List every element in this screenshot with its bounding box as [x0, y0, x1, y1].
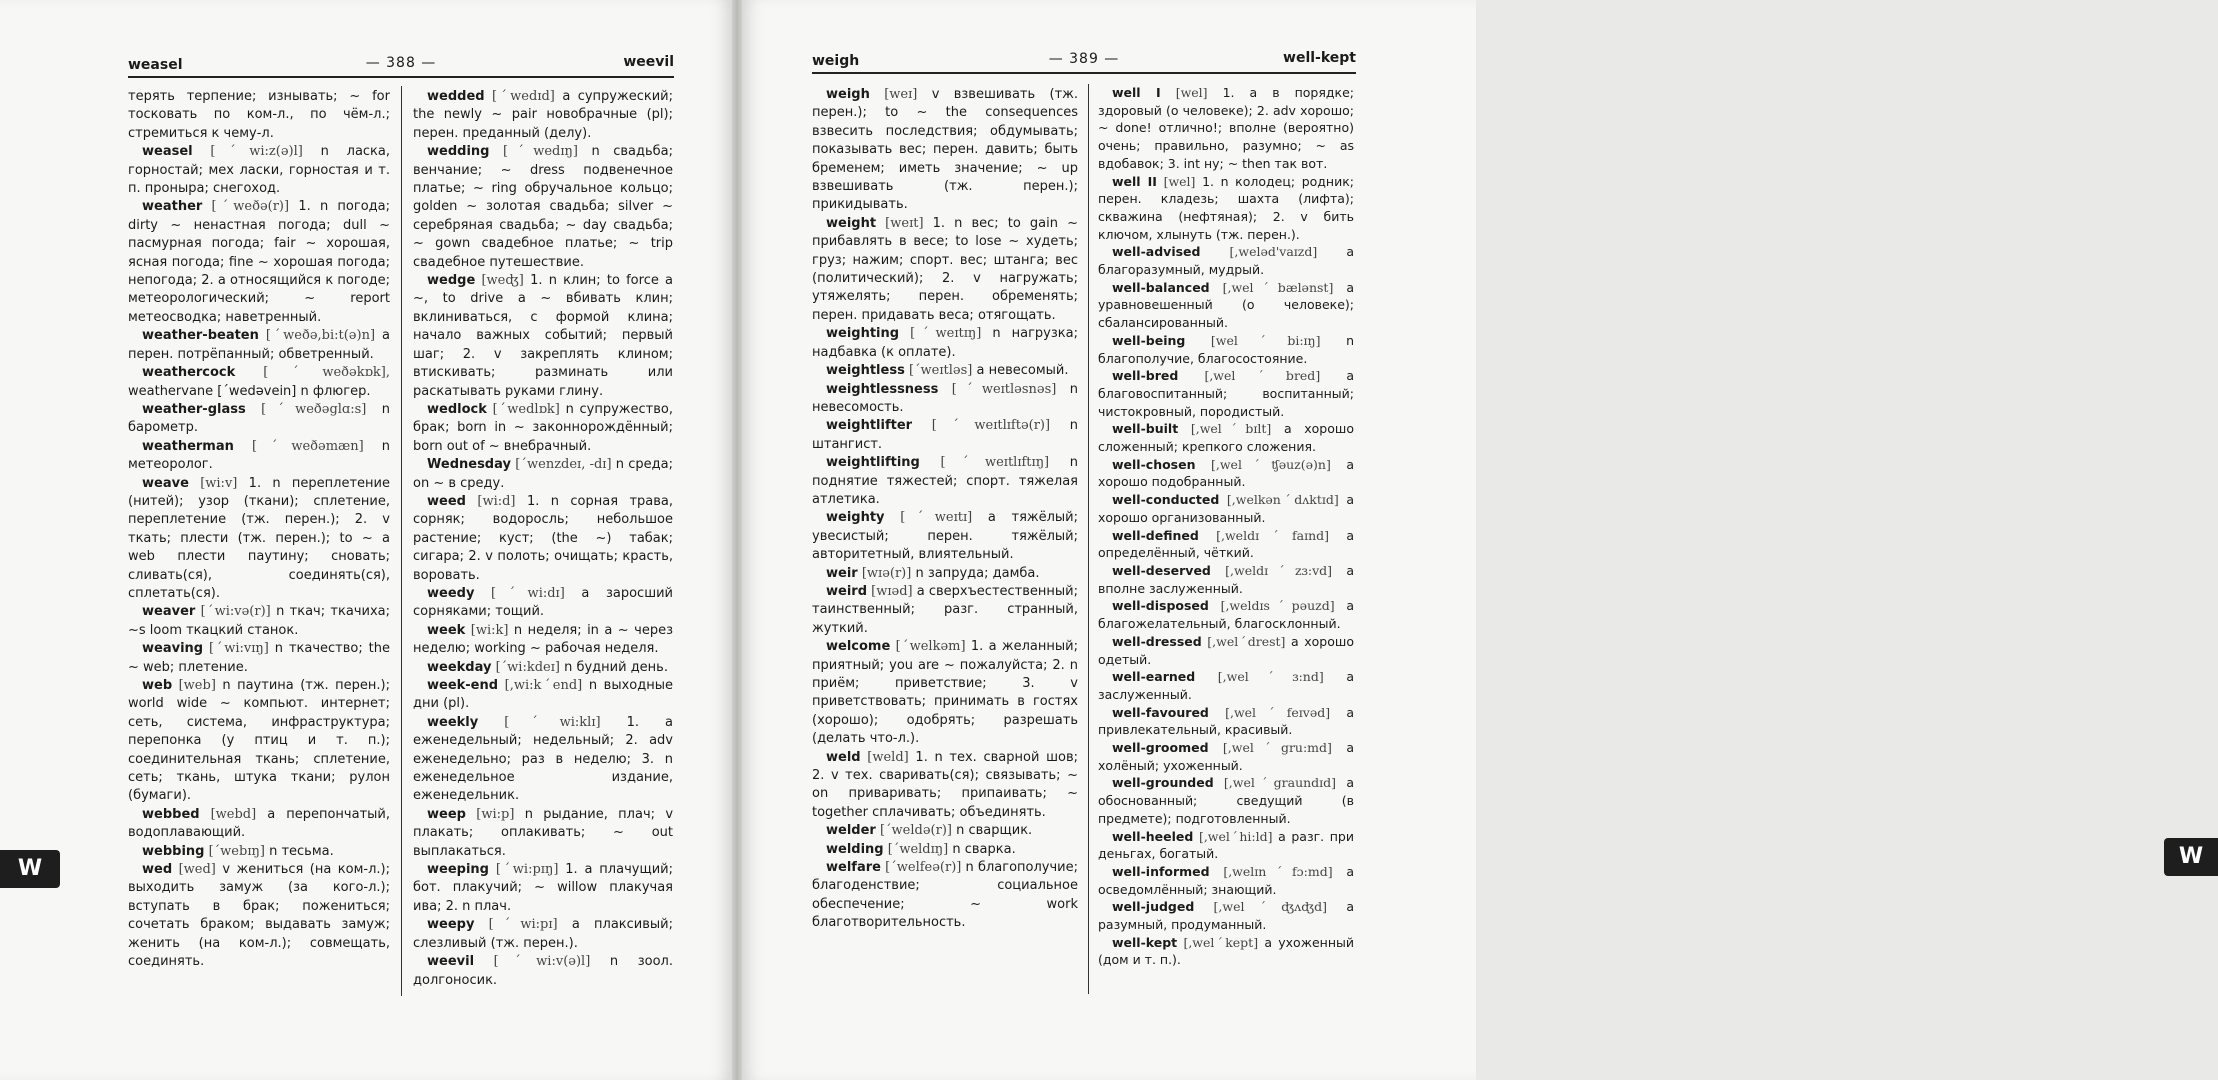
- entry-headword: weave: [142, 475, 189, 491]
- entry-definition: a хорошо подобранный.: [1098, 456, 1354, 490]
- entry-transcription: [ˊweɪtɪŋ]: [910, 326, 982, 342]
- dictionary-entry: [812, 841, 1078, 859]
- entry-transcription: [wel]: [1175, 85, 1208, 100]
- entry-definition: n барометр.: [128, 401, 391, 436]
- entry-headword: weekly: [427, 714, 479, 730]
- entry-transcription: [ˊwi:vɪŋ]: [209, 641, 269, 657]
- dictionary-entry: [812, 381, 1078, 418]
- entry-definition: n ткачество; the ~ web; плетение.: [128, 641, 390, 675]
- entry-headword: weed: [427, 493, 466, 509]
- dictionary-entry: [128, 861, 390, 971]
- entry-definition: 1. n переплетение (нитей); узор (ткани); сплетение, переплетение (тж. перен.); 2. v ткать; плести (тж. перен.); to ~ a web плести паутину; сновать; сливать(ся), соединять(ся), сплетать(ся).: [128, 475, 390, 601]
- entry-transcription: [,weləd'vaɪzd]: [1229, 244, 1318, 260]
- entry-headword: welder: [826, 823, 876, 839]
- entry-headword: well-conducted: [1112, 492, 1220, 508]
- dictionary-entry: [413, 272, 673, 401]
- entry-transcription: [ˊwi:pɪ]: [488, 917, 558, 933]
- entry-headword: wed: [142, 862, 173, 878]
- dictionary-entry: [413, 401, 673, 456]
- entry-transcription: [,weldɪsˊpəuzd]: [1220, 598, 1335, 614]
- entry-transcription: [ˊweɪtlɪftɪŋ]: [940, 455, 1050, 471]
- entry-headword: web: [142, 678, 173, 693]
- dictionary-entry: [413, 916, 673, 953]
- book-spine: [732, 0, 742, 1080]
- column-divider: [1088, 84, 1089, 994]
- entry-definition: a определённый, чёткий.: [1098, 527, 1354, 561]
- entry-headword: weightless: [826, 363, 905, 379]
- entry-headword: wedding: [427, 144, 490, 160]
- entry-headword: weathercock: [142, 365, 236, 381]
- entry-transcription: [ˊwebɪŋ]: [208, 843, 265, 859]
- entry-transcription: [weɪt]: [885, 215, 924, 231]
- dictionary-entry: [1098, 527, 1354, 562]
- column-divider: [401, 86, 402, 996]
- entry-definition: a благовоспитанный; воспитанный; чистокровный, породистый.: [1098, 368, 1354, 419]
- entry-headword: week: [427, 622, 466, 638]
- entry-headword: well-chosen: [1112, 456, 1196, 472]
- entry-headword: well-heeled: [1112, 828, 1194, 844]
- dictionary-entry: [812, 859, 1078, 933]
- dictionary-entry: [128, 198, 390, 327]
- entry-definition: a заслуженный.: [1098, 669, 1354, 702]
- entry-definition: 1. n тех. сварной шов; 2. v тех. сваривать(ся); связывать; ~ on приваривать; припаивать; ~ together сплачивать; объединять.: [812, 749, 1078, 820]
- entry-headword: well-disposed: [1112, 598, 1209, 614]
- entry-headword: weird: [826, 583, 867, 599]
- entry-definition: n ласка, горностай; мех ласки, горностая и т. п. проныра; снегоход.: [128, 144, 391, 197]
- entry-definition: 1. a в порядке; здоровый (о человеке); 2. adv хорошо; ~ done! отлично!; вполне (вероятно) очень; правильно, разумно; ~ as вдобавок; 3. int ну; ~ then так вот.: [1098, 85, 1354, 171]
- dictionary-entry: [413, 143, 673, 272]
- entry-definition: v жениться (на ком-л.); выходить замуж (за кого-л.); вступать в брак; пожениться; сочетать браком; выдавать замуж; женить (на ком-л.); совмещать, соединять.: [128, 862, 390, 970]
- entry-transcription: [wɪə(r)]: [861, 565, 912, 581]
- dictionary-entry: [413, 493, 673, 585]
- dictionary-entry: [413, 806, 673, 861]
- entry-headword: welcome: [826, 639, 891, 655]
- entry-definition: a тяжёлый; увесистый; перен. тяжёлый; авторитетный, влиятельный.: [812, 510, 1079, 563]
- entry-transcription: [ˊweðəglɑ:s]: [261, 401, 367, 417]
- entry-definition: n свадьба; венчание; ~ dress подвенечное платье; ~ ring обручальное кольцо; golden ~ золотая свадьба; silver ~ серебряная свадьба; ~ day свадьба; ~ gown свадебное платье; ~ trip свадебное путешествие.: [413, 144, 673, 270]
- entry-headword: weaver: [142, 604, 196, 620]
- dictionary-entry: [1098, 84, 1354, 173]
- entry-definition: n благополучие; благоденствие; социальное обеспечение; ~ work благотворительность.: [812, 860, 1078, 931]
- entry-headword: well-dressed: [1112, 633, 1202, 649]
- dictionary-entry: [413, 714, 673, 806]
- entry-headword: well-informed: [1112, 863, 1210, 879]
- dictionary-entry: [1098, 633, 1354, 668]
- entry-definition: n среда; on ~ в среду.: [413, 457, 674, 491]
- entry-headword: weepy: [427, 917, 475, 933]
- entry-transcription: [ˊweldə(r)]: [879, 823, 952, 839]
- dictionary-entry: [812, 749, 1078, 823]
- entry-definition: a супружеский; the newly ~ pair новобрачные (pl); перен. преданный (делу).: [413, 89, 673, 141]
- left-column-1: [128, 88, 390, 972]
- dictionary-entry: [413, 456, 673, 493]
- entry-transcription: [wed]: [178, 862, 216, 878]
- entry-transcription: [,weldɪˊfaɪnd]: [1216, 527, 1329, 543]
- right-column-1: [812, 86, 1078, 933]
- dictionary-entry: [128, 143, 390, 198]
- entry-headword: weaving: [142, 641, 204, 657]
- entry-definition: a осведомлённый; знающий.: [1098, 863, 1354, 897]
- dictionary-entry: [1098, 491, 1354, 526]
- entry-transcription: [wel]: [1163, 173, 1196, 189]
- entry-transcription: [ˊweðə,bi:t(ə)n]: [265, 328, 376, 344]
- entry-headword: well-defined: [1112, 527, 1199, 543]
- entry-definition: a благоразумный, мудрый.: [1098, 244, 1354, 278]
- dictionary-entry: [413, 677, 673, 714]
- entry-headword: well-balanced: [1112, 279, 1210, 295]
- entry-definition: a невесомый.: [976, 363, 1069, 379]
- entry-transcription: [,welˊkept]: [1183, 934, 1259, 950]
- entry-definition: a благожелательный, благосклонный.: [1098, 598, 1354, 632]
- header-left-word: weasel: [128, 57, 183, 73]
- dictionary-entry: [1098, 456, 1354, 491]
- entry-transcription: [,welˊdrest]: [1207, 633, 1286, 649]
- entry-definition: weathervane [ˊwedəvein] n флюгер.: [128, 383, 371, 399]
- header-right-word: well-kept: [1283, 50, 1356, 66]
- entry-headword: well-advised: [1112, 244, 1201, 260]
- dictionary-entry: [812, 565, 1078, 583]
- entry-headword: webbing: [142, 843, 205, 859]
- entry-headword: weasel: [142, 144, 193, 160]
- entry-definition: a холёный; ухоженный.: [1098, 740, 1354, 773]
- dictionary-entry: [812, 583, 1078, 638]
- entry-definition: n зоол. долгоносик.: [413, 954, 674, 988]
- entry-headword: wedlock: [427, 401, 487, 417]
- dictionary-entry: [128, 327, 390, 364]
- entry-definition: n рыдание, плач; v плакать; оплакивать; ~ out выплакаться.: [413, 806, 674, 859]
- dictionary-entry: [128, 806, 390, 843]
- entry-definition: n тесьма.: [269, 843, 334, 859]
- dictionary-entry: [812, 454, 1078, 509]
- entry-transcription: [wi:v]: [200, 475, 238, 491]
- entry-headword: welfare: [826, 860, 881, 876]
- entry-definition: a вполне заслуженный.: [1098, 562, 1354, 596]
- entry-transcription: [ˊwi:z(ə)l]: [210, 144, 303, 160]
- left-column-2: [413, 88, 673, 990]
- entry-headword: weather-glass: [142, 401, 246, 417]
- dictionary-entry: [128, 677, 390, 806]
- entry-headword: weevil: [427, 954, 475, 970]
- entry-transcription: [wɪəd]: [871, 583, 913, 599]
- dictionary-entry: [1098, 420, 1354, 455]
- entry-transcription: [,welˊfeɪvəd]: [1225, 704, 1331, 720]
- entry-headword: well-judged: [1112, 899, 1195, 915]
- dictionary-entry: [1098, 898, 1354, 933]
- entry-headword: weekday: [427, 659, 492, 675]
- entry-headword: weight: [826, 215, 877, 231]
- entry-transcription: [ˊwedɪd]: [492, 89, 555, 104]
- entry-headword: welding: [826, 841, 884, 857]
- entry-headword: weedy: [427, 585, 475, 601]
- dictionary-entry: [1098, 279, 1354, 332]
- dictionary-entry: [812, 86, 1078, 215]
- entry-transcription: [ˊwi:klɪ]: [504, 714, 601, 730]
- entry-headword: weigh: [826, 87, 870, 102]
- dictionary-entry: [812, 362, 1078, 380]
- entry-transcription: [web]: [178, 678, 216, 693]
- dictionary-entry: [128, 603, 390, 640]
- entry-definition: a хорошо сложенный; крепкого сложения.: [1098, 421, 1354, 455]
- entry-definition: n сварка.: [952, 841, 1016, 857]
- entry-definition: n штангист.: [812, 418, 1078, 452]
- entry-transcription: [,welˊhi:ld]: [1198, 828, 1273, 844]
- right-page: [742, 0, 2204, 1080]
- entry-transcription: [,welˊʧəuz(ə)n]: [1211, 456, 1331, 472]
- entry-headword: well I: [1112, 85, 1161, 100]
- dictionary-entry: [812, 417, 1078, 454]
- entry-transcription: [ˊwi:dɪ]: [491, 585, 565, 601]
- entry-definition: n выходные дни (pl).: [413, 678, 674, 712]
- entry-definition: 1. n колодец; родник; перен. кладезь; шахта (лифта); скважина (нефтяная); 2. v бить ключом, хлынуть (тж. перен.).: [1098, 173, 1354, 242]
- dictionary-entry: [128, 843, 390, 861]
- entry-definition: v взвешивать (тж. перен.); to ~ the consequences взвесить последствия; обдумывать; показывать вес; перен. давить; быть бременем; иметь значение; ~ up взвешивать (тж. перен.); прикидывать.: [812, 87, 1079, 213]
- entry-definition: a перепончатый, водоплавающий.: [128, 806, 390, 841]
- entry-transcription: [,welɪnˊfɔ:md]: [1223, 863, 1333, 879]
- entry-headword: weeping: [427, 862, 489, 878]
- entry-transcription: [,welˊbred]: [1204, 368, 1321, 384]
- dictionary-entry: [128, 401, 390, 438]
- page-number: — 388 —: [365, 55, 437, 71]
- entry-definition: n запруда; дамба.: [915, 565, 1040, 581]
- entry-definition: a разг. при деньгах, богатый.: [1098, 828, 1354, 862]
- entry-transcription: [,welkənˊdʌktɪd]: [1226, 492, 1339, 508]
- entry-definition: n супружество, брак; born in ~ законнорождённый; born out of ~ внебрачный.: [413, 401, 673, 454]
- right-column-2: [1098, 84, 1354, 969]
- entry-definition: n будний день.: [564, 659, 668, 675]
- entry-transcription: [ˊwelkəm]: [895, 639, 966, 655]
- entry-headword: Wednesday: [427, 457, 511, 473]
- entry-transcription: [ˊweldɪŋ]: [887, 841, 949, 857]
- entry-headword: weightlessness: [826, 381, 939, 397]
- dictionary-entry: [812, 638, 1078, 748]
- entry-transcription: [,welˊʤʌʤd]: [1213, 899, 1328, 915]
- entry-definition: 1. a еженедельный; недельный; 2. adv еженедельно; раз в неделю; 3. n еженедельное издание, еженедельник.: [413, 714, 673, 804]
- dictionary-entry: [1098, 243, 1354, 278]
- entry-headword: wedge: [427, 273, 476, 289]
- dictionary-entry: [812, 215, 1078, 325]
- entry-definition: 1. a желанный; приятный; you are ~ пожалуйста; 2. n приём; приветствие; 3. v приветствовать; принимать в гостях (хорошо); одобрять; разрешать (делать что-л.).: [812, 639, 1078, 747]
- entry-transcription: [weld]: [867, 749, 909, 765]
- entry-definition: n благополучие, благосостояние.: [1098, 332, 1354, 366]
- entry-headword: weep: [427, 806, 466, 822]
- entry-definition: 1. n клин; to force a ~, to drive a ~ вбивать клин; вклиниваться, с формой клина; начало важных событий; первый шаг; 2. v закреплять клином; втискивать; разминать или раскатывать руками глину.: [413, 273, 674, 399]
- entry-headword: weatherman: [142, 438, 234, 454]
- dictionary-entry: [128, 475, 390, 604]
- dictionary-entry: [1098, 739, 1354, 774]
- entry-transcription: [,wi:kˊend]: [504, 678, 583, 693]
- entry-definition: терять терпение; изнывать; ~ for тосковать по ком-л., по чём-л.; стремиться к чему-л.: [128, 89, 390, 141]
- entry-definition: n сварщик.: [956, 823, 1033, 839]
- entry-headword: weld: [826, 749, 861, 765]
- entry-transcription: [ˊweðəmæn]: [251, 438, 364, 454]
- entry-headword: well-bred: [1112, 368, 1179, 384]
- entry-transcription: [wi:k]: [470, 622, 509, 638]
- dictionary-entry: [413, 622, 673, 659]
- entry-transcription: [ˊwenzdeɪ, -dɪ]: [515, 457, 612, 473]
- entry-headword: weather: [142, 199, 203, 215]
- entry-headword: well-groomed: [1112, 740, 1209, 756]
- dictionary-entry: [1098, 934, 1354, 969]
- dictionary-entry: [812, 325, 1078, 362]
- dictionary-entry: [1098, 367, 1354, 420]
- entry-transcription: [ˊweɪtləs]: [908, 363, 973, 379]
- entry-headword: webbed: [142, 806, 200, 822]
- dictionary-entry: [413, 88, 673, 143]
- entry-headword: well-kept: [1112, 934, 1178, 950]
- entry-transcription: [ˊwi:kdeɪ]: [495, 659, 560, 675]
- entry-transcription: [,welˊbælənst]: [1222, 279, 1334, 295]
- entry-definition: n метеоролог.: [128, 438, 390, 473]
- left-page-header: [128, 50, 674, 78]
- entry-transcription: [,welˊɜ:nd]: [1217, 669, 1324, 685]
- entry-definition: n неделя; in a ~ через неделю; working ~ рабочая неделя.: [413, 622, 673, 657]
- entry-definition: a хорошо одетый.: [1098, 633, 1354, 667]
- entry-transcription: [wi:d]: [477, 493, 516, 509]
- header-left-word: weigh: [812, 53, 860, 69]
- dictionary-entry: [1098, 597, 1354, 632]
- entry-headword: well-favoured: [1112, 704, 1209, 720]
- entry-transcription: [ˊweðə(r)]: [211, 199, 290, 215]
- entry-headword: weightlifter: [826, 418, 913, 434]
- dictionary-entry: [128, 364, 390, 401]
- entry-headword: well-being: [1112, 332, 1186, 348]
- thumb-tab-letter: W: [2164, 838, 2218, 876]
- entry-definition: a обоснованный; сведущий (в предмете); подготовленный.: [1098, 775, 1354, 826]
- entry-transcription: [ˊwi:və(r)]: [200, 604, 271, 620]
- entry-headword: weighty: [826, 510, 885, 526]
- entry-definition: a привлекательный, красивый.: [1098, 704, 1354, 738]
- entry-transcription: [wi:p]: [476, 806, 515, 822]
- dictionary-entry: [1098, 863, 1354, 898]
- dictionary-entry: [1098, 704, 1354, 739]
- entry-transcription: [webd]: [210, 806, 257, 822]
- entry-headword: well-grounded: [1112, 775, 1214, 791]
- entry-transcription: [ˊweɪtɪ]: [900, 510, 973, 526]
- entry-definition: 1. n погода; dirty ~ ненастная погода; dull ~ пасмурная погода; fair ~ хорошая, ясная погода; fine ~ хорошая погода; непогода; 2. a относящийся к погоде; метеорологический; ~ report метеосводка; наветренный.: [128, 199, 390, 325]
- entry-transcription: [,weldɪˊzɜ:vd]: [1225, 562, 1333, 578]
- entry-headword: weightlifting: [826, 455, 920, 471]
- entry-definition: 1. n вес; to gain ~ прибавлять в весе; to lose ~ худеть; груз; нажим; спорт. вес; штанга; вес (политический); 2. v нагружать; утяжелять; перен. обременять; перен. придавать веса; отягощать.: [812, 215, 1078, 323]
- entry-headword: well-built: [1112, 421, 1179, 437]
- entry-definition: a хорошо организованный.: [1098, 492, 1354, 525]
- entry-headword: well-earned: [1112, 669, 1196, 685]
- entry-definition: 1. a плачущий; бот. плакучий; ~ willow плакучая ива; 2. n плач.: [413, 862, 673, 914]
- entry-definition: a разумный, продуманный.: [1098, 899, 1354, 933]
- entry-transcription: [ˊwi:pɪŋ]: [495, 862, 559, 878]
- dictionary-entry: [128, 438, 390, 475]
- entry-headword: wedded: [427, 89, 485, 104]
- page-number: — 389 —: [1048, 51, 1120, 67]
- entry-definition: 1. n сорная трава, сорняк; водоросль; небольшое растение; куст; (the ~) табак; сигара; 2. v полоть; очищать; красть, воровать.: [413, 493, 674, 583]
- entry-definition: a перен. потрёпанный; обветренный.: [128, 328, 390, 362]
- entry-headword: weather-beaten: [142, 328, 259, 344]
- entry-definition: a уравновешенный (о человеке); сбалансированный.: [1098, 279, 1354, 331]
- entry-definition: n поднятие тяжестей; спорт. тяжелая атлетика.: [812, 455, 1078, 507]
- entry-headword: weighting: [826, 326, 900, 342]
- entry-headword: well-deserved: [1112, 562, 1211, 578]
- dictionary-entry: [1098, 774, 1354, 827]
- entry-definition: a плаксивый; слезливый (тж. перен.).: [413, 917, 673, 951]
- entry-headword: weir: [826, 565, 858, 581]
- header-right-word: weevil: [623, 54, 674, 70]
- dictionary-entry: [812, 509, 1078, 564]
- entry-transcription: [weʤ]: [481, 273, 524, 289]
- dictionary-entry: [413, 861, 673, 916]
- entry-transcription: [,welˊgru:md]: [1222, 740, 1332, 756]
- entry-transcription: [,welˊgraundɪd]: [1223, 775, 1337, 791]
- entry-headword: week-end: [427, 678, 499, 693]
- entry-headword: well II: [1112, 173, 1157, 189]
- left-page: [0, 0, 732, 1080]
- entry-transcription: [ˊwelfeə(r)]: [885, 860, 962, 876]
- entry-transcription: [ˊwedlɒk]: [492, 401, 560, 417]
- entry-definition: n нагрузка; надбавка (к оплате).: [812, 326, 1078, 360]
- dictionary-entry: [413, 659, 673, 677]
- dictionary-entry: [128, 640, 390, 677]
- dictionary-entry: [1098, 332, 1354, 367]
- entry-transcription: [ˊweɪtlɪftə(r)]: [931, 418, 1051, 434]
- dictionary-entry: [413, 585, 673, 622]
- entry-definition: a ухоженный (дом и т. п.).: [1098, 934, 1354, 968]
- entry-definition: a заросший сорняками; тощий.: [413, 585, 673, 620]
- entry-definition: n невесомость.: [812, 381, 1078, 415]
- thumb-tab-letter: W: [0, 850, 60, 888]
- dictionary-entry: [1098, 668, 1354, 703]
- dictionary-entry: [413, 953, 673, 990]
- right-page-header: [812, 46, 1356, 74]
- dictionary-entry: [128, 88, 390, 143]
- entry-transcription: [weɪ]: [884, 87, 918, 102]
- entry-transcription: [ˊwedɪŋ]: [502, 144, 578, 160]
- entry-transcription: [ˊwi:v(ə)l]: [493, 954, 591, 970]
- entry-transcription: [ˊweɪtləsnəs]: [951, 381, 1057, 397]
- dictionary-entry: [1098, 173, 1354, 244]
- entry-transcription: [,welˊbɪlt]: [1190, 421, 1272, 437]
- entry-transcription: [welˊbi:ɪŋ]: [1210, 332, 1321, 348]
- dictionary-entry: [1098, 828, 1354, 863]
- dictionary-entry: [812, 822, 1078, 840]
- entry-definition: n ткач; ткачиха; ~s loom ткацкий станок.: [128, 604, 390, 638]
- dictionary-entry: [1098, 562, 1354, 597]
- entry-definition: n паутина (тж. перен.); world wide ~ компьют. интернет; сеть, система, инфраструктура; перепонка (у птиц и т. п.); соединительная ткань; сплетение, сеть; ткань, штука ткани; рулон (бумаги).: [128, 678, 390, 804]
- entry-definition: a сверхъестественный; таинственный; разг. странный, жуткий.: [812, 583, 1079, 636]
- entry-transcription: [ˊweðəkɒk],: [263, 365, 390, 381]
